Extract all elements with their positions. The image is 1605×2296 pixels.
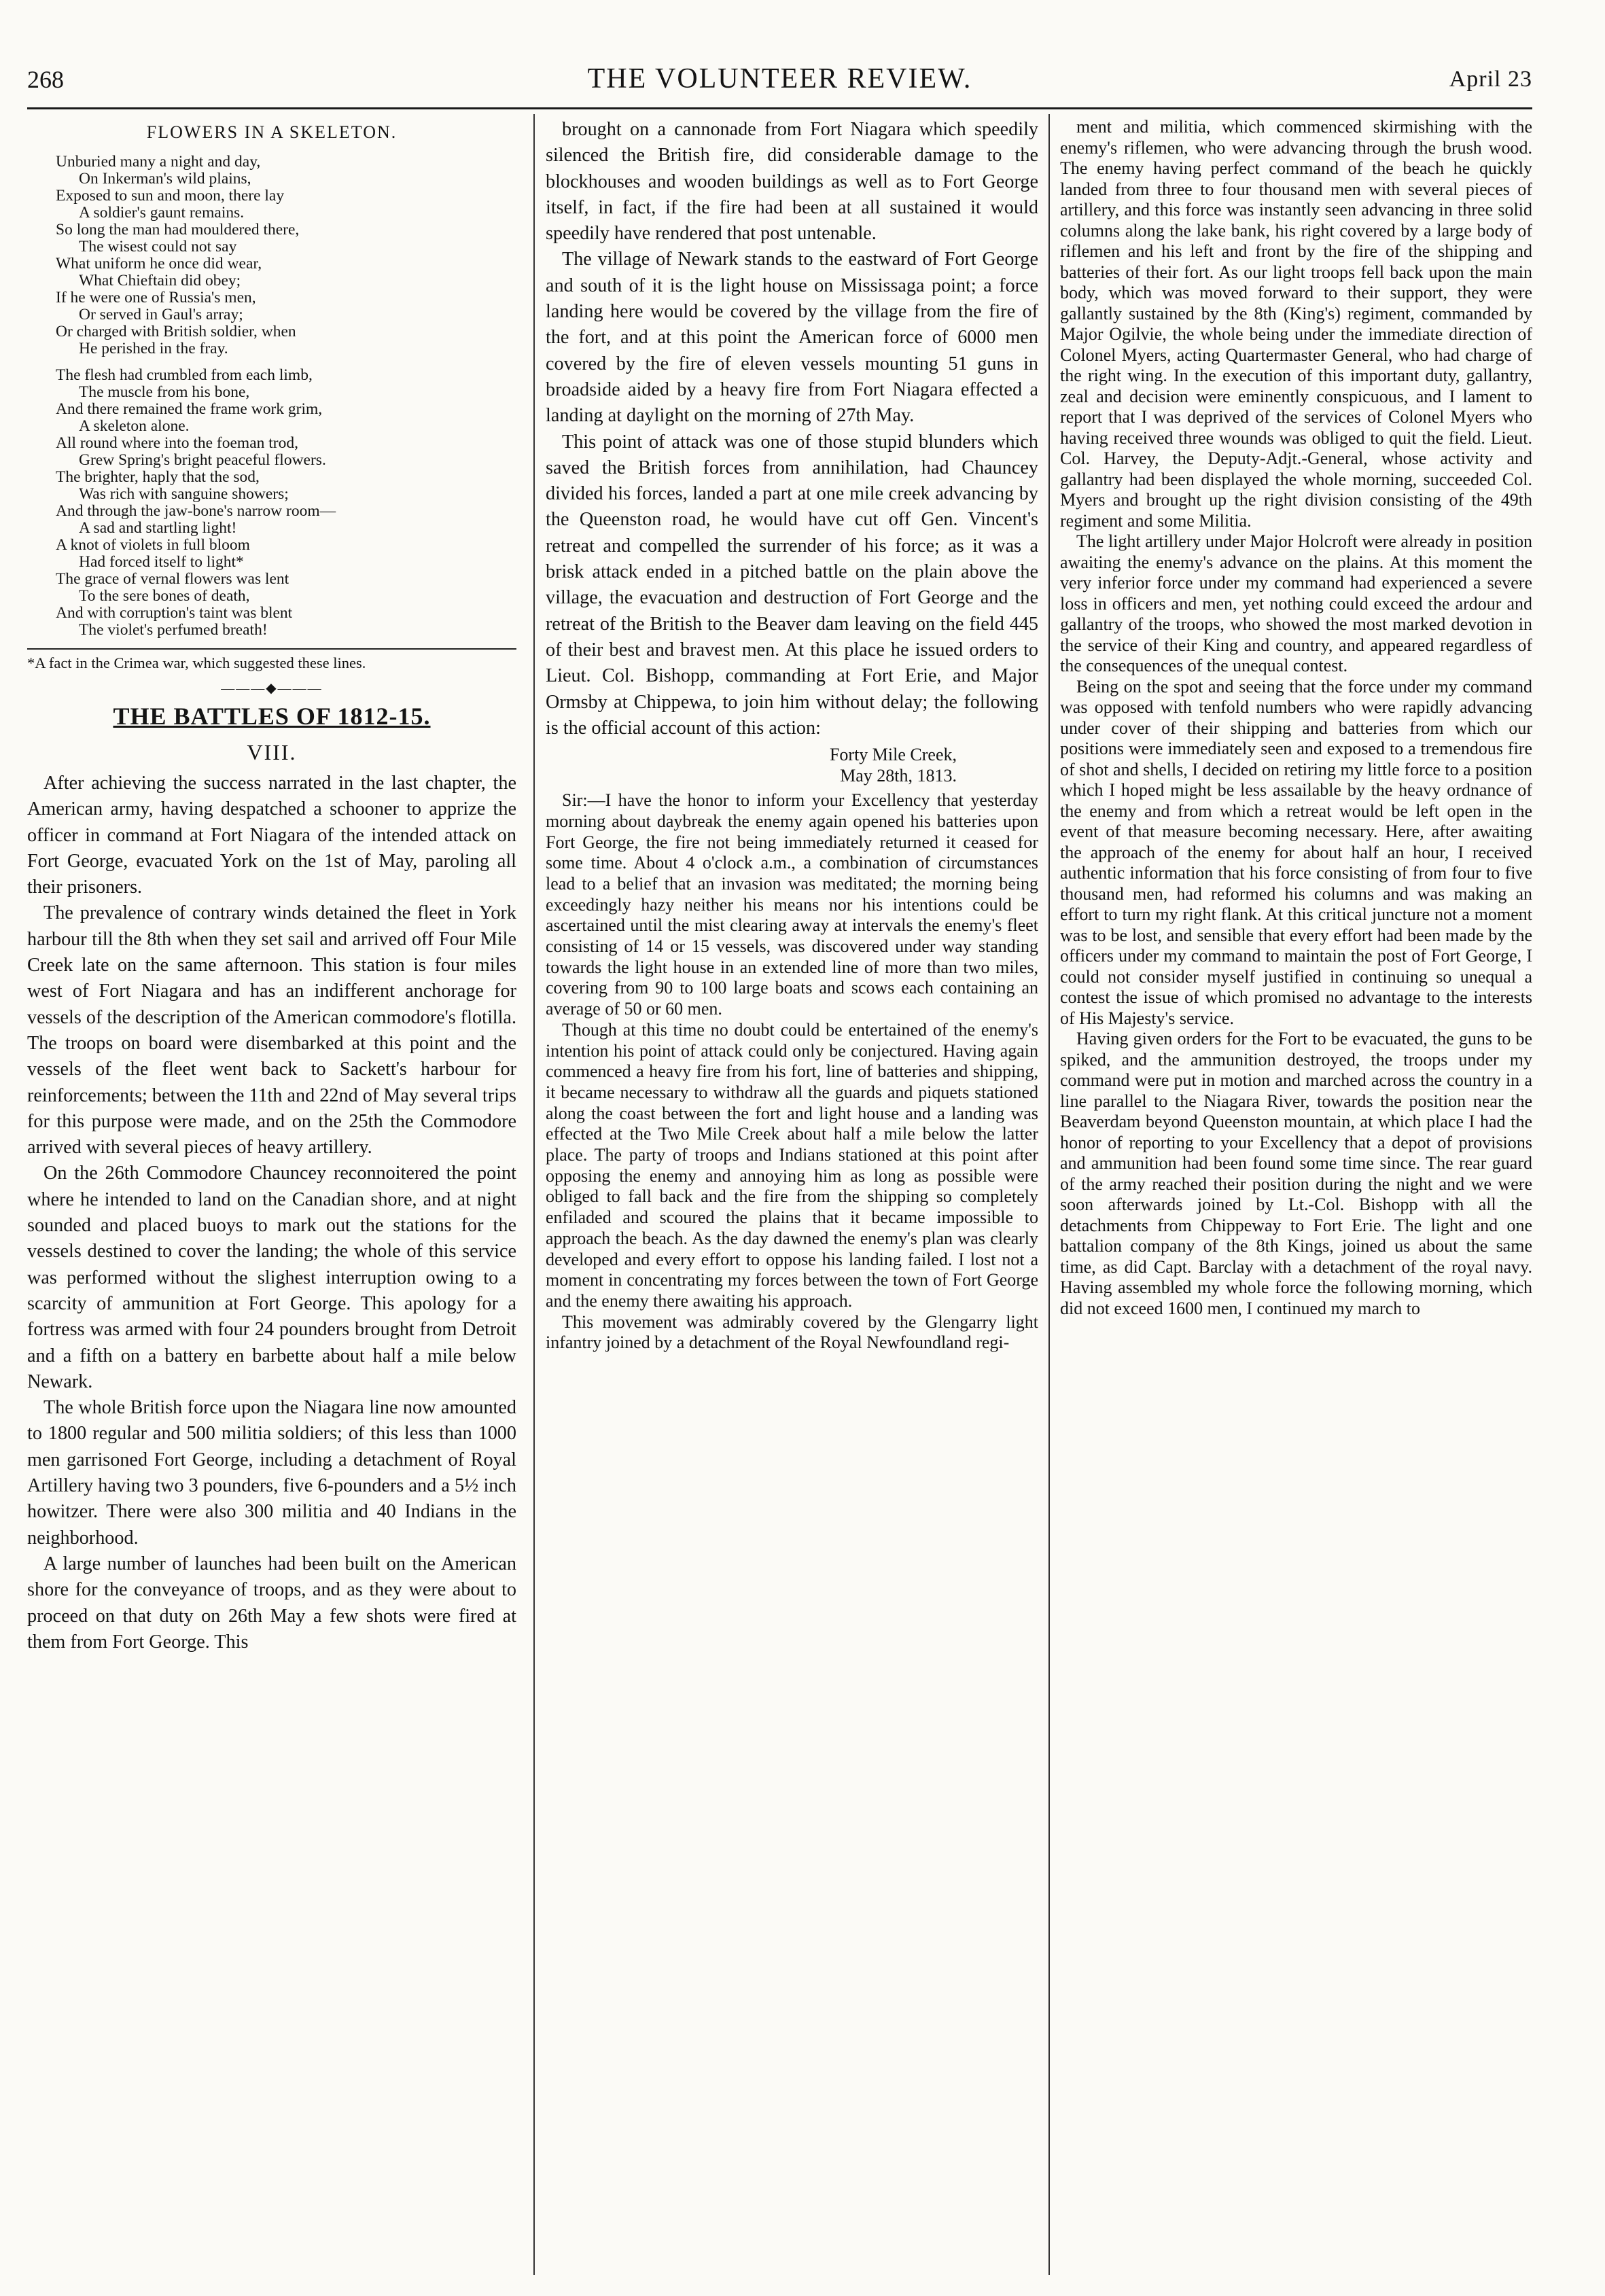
article-section-number: VIII. [247,740,297,764]
section-ornament: ———◆——— [221,681,323,696]
column-3 [1060,117,1532,2271]
column-1 [27,117,516,2271]
header-rule [27,107,1532,109]
article-paragraph: This point of attack was one of those stupid blunders which saved the British forces from annihilation, had Chauncey divided his forces, landed a part at one mile creek advancing by the Queenston road, he would have cut off Gen. Vincent's retreat and compelled the surrender of his force; as it was a brisk attack ended in a pitched battle on the plain above the village, the evacuation and destruction of Fort George and the retreat of the British to the Beaver dam leaving on the field 445 of their best and bravest men. At this place he issued orders to Lieut. Col. Bishopp, commanding at Fort Erie, and Major Ormsby at Chippewa, to join him without delay; the following is the official account of this action: [546,431,1038,739]
poem-body [27,154,516,639]
poem-line: What Chieftain did obey; [79,272,241,289]
poem-line: Or charged with British soldier, when [56,323,296,340]
poem-line: And through the jaw-bone's narrow room— [56,502,336,520]
article-paragraph: After achieving the success narrated in the last chapter, the American army, having despatched a schooner to apprize the officer in command at Fort Niagara of the intended attack on Fort George, evacuated York on the 1st of May, paroling all their prisoners. [27,773,516,898]
poem-stanza [56,154,516,357]
official-letter [546,790,1038,1354]
poem-line: A sad and startling light! [79,519,237,537]
poem-line: And with corruption's taint was blent [56,604,293,622]
poem-line: All round where into the foeman trod, [56,434,298,452]
poem-line: The flesh had crumbled from each limb, [56,366,313,384]
poem-title: FLOWERS IN A SKELETON. [146,122,398,142]
article-paragraph: This movement was admirably covered by the Glengarry light infantry joined by a detachment of the Royal Newfoundland regi- [546,1311,1038,1353]
page-header [27,63,1532,103]
article-paragraph: Having given orders for the Fort to be evacuated, the guns to be spiked, and the ammunition destroyed, the troops under my command were put in motion and marched across the country in a line parallel to the Niagara River, towards the position near the Beaverdam beyond Queenston mountain, at which place I had the honor of reporting to your Excellency that a depot of provisions and ammunition had been found some time since. The rear guard of the army reached their position during the night and we were soon afterwards joined by Lt.-Col. Bishopp with all the detachments from Chippeway to Fort Erie. The light and one battalion company of the 8th Kings, joined us about the same time, as did Capt. Barclay with a detachment of the royal navy. Having assembled my whole force the following morning, which did not exceed 1600 men, I continued my march to [1060,1029,1532,1318]
poem-line: The wisest could not say [79,238,237,255]
poem-line: A skeleton alone. [79,417,190,435]
article-paragraph: Though at this time no doubt could be entertained of the enemy's intention his point of attack could only be conjectured. Having again commenced a heavy fire from his fort, line of batteries and shipping, it became necessary to withdraw all the guards and piquets stationed along the coast between the fort and light house and a landing was effected at the Two Mile Creek about half a mile below the latter place. The party of troops and Indians stationed at this point after opposing the enemy and annoying him as long as possible were obliged to fall back and the fire from the shipping so completely enfiladed and scoured the plains that it became impossible to approach the beach. As the day dawned the enemy's plan was clearly developed and every effort to oppose his landing failed. I lost not a moment in concentrating my forces between the town of Fort George and the enemy there awaiting his approach. [546,1019,1038,1311]
article-paragraph: brought on a cannonade from Fort Niagara which speedily silenced the British fire, did considerable damage to the blockhouses and wooden buildings as well as to Fort George itself, in fact, if the fire had been at all sustained it would speedily have rendered that post untenable. [546,119,1038,245]
article-paragraph: Being on the spot and seeing that the force under my command was opposed with tenfold numbers who were rapidly advancing under cover of their shipping and batteries from which our positions were immediately seen and exposed to a tremendous fire of shot and shells, I decided on retiring my little force to a position which I hoped might be less assailable by the heavy ordnance of the enemy and from which a retreat would be left open in the event of that measure becoming necessary. Here, after awaiting the approach of the enemy for about half an hour, I received authentic information that his force consisting of from four to five thousand men, had reformed his columns and was making an effort to turn my right flank. At this critical juncture not a moment was to be lost, and sensible that every effort had been made by the officers under my command to maintain the post of Fort George, I could not consider myself justified in continuing so unequal a contest the issue of which promised no advantage to the interests of His Majesty's service. [1060,676,1532,1028]
poem-line: A soldier's gaunt remains. [79,204,245,222]
column-divider [1048,114,1050,2275]
article-text-col1 [27,771,516,1655]
poem-line: So long the man had mouldered there, [56,221,300,239]
poem-line: A knot of violets in full bloom [56,536,250,554]
poem-line: The muscle from his bone, [79,383,250,401]
poem-line: If he were one of Russia's men, [56,289,256,306]
poem-line: On Inkerman's wild plains, [79,170,251,188]
article-paragraph: A large number of launches had been built on the American shore for the conveyance of troops, and as they were about to proceed on that duty on 26th May a few shots were fired at them from Fort George. This [27,1553,516,1653]
poem-line: Exposed to sun and moon, there lay [56,187,285,205]
dateline-date: May 28th, 1813. [840,766,957,786]
poem-stanza [56,367,516,639]
poem-line: What uniform he once did wear, [56,255,262,272]
article-paragraph: Sir:—I have the honor to inform your Excellency that yesterday morning about daybreak the enemy again opened his batteries upon Fort George, the fire not being immediately returned it ceased for some time. About 4 o'clock a.m., a combination of circumstances lead to a belief that an invasion was meditated; the morning being exceedingly hazy neither his means nor his intentions could be ascertained until the mist clearing away at intervals the enemy's fleet consisting of 14 or 15 vessels, was discovered under way standing towards the light house in an extended line of more than two miles, covering from 90 to 100 large boats and scows each containing an average of 50 or 60 men. [546,790,1038,1019]
article-paragraph: The whole British force upon the Niagara line now amounted to 1800 regular and 500 militia soldiers; of this less than 1000 men garrisoned Fort George, including a detachment of Royal Artillery having two 3 pounders, five 6-pounders and a 5½ inch howitzer. There were also 300 militia and 40 Indians in the neighborhood. [27,1397,516,1549]
poem-line: He perished in the fray. [79,340,228,357]
column-divider [533,114,535,2275]
article-paragraph: The light artillery under Major Holcroft were already in position awaiting the enemy's advance on the plains. At this moment the very inferior force under my command had experienced a severe loss in officers and men, yet nothing could exceed the ardour and gallantry of the troops, who showed the most marked devotion in the service of their King and country, and appeared regardless of the consequences of the unequal contest. [1060,531,1532,675]
publication-title: THE VOLUNTEER REVIEW. [587,63,972,94]
page-number: 268 [27,66,64,93]
article-paragraph: On the 26th Commodore Chauncey reconnoitered the point where he intended to land on the Canadian shore, and at night sounded and placed buoys to mark out the stations for the vessels destined to cover the landing; the whole of this service was performed without the slighest interruption owing to a scarcity of ammunition at Fort George. This apology for a fortress was armed with four 24 pounders brought from Detroit and a fifth on a battery en barbette about half a mile below Newark. [27,1163,516,1392]
poem-line: Or served in Gaul's array; [79,306,243,323]
poem-line: The grace of vernal flowers was lent [56,570,289,588]
article-text-col3 [1060,117,1532,1319]
article-paragraph: The prevalence of contrary winds detained the fleet in York harbour till the 8th when they set sail and arrived off Four Mile Creek late on the same afternoon. This station is four miles west of Fort Niagara and has an indifferent anchorage for vessels of the description of the American commodore's flotilla. The troops on board were disembarked at this point and the vessels of the fleet went back to Sackett's harbour for reinforcements; between the 11th and 22nd of May several trips for this purpose were made, and on the 25th the Commodore arrived with several pieces of heavy artillery. [27,902,516,1159]
article-paragraph: ment and militia, which commenced skirmishing with the enemy's riflemen, who were advancing through the brush wood. The enemy having perfect command of the beach he quickly landed from three to four thousand men with several pieces of artillery, and this force was instantly seen advancing in three solid columns along the lake bank, his right covered by a large body of riflemen and his left and front by the fire of the shipping and batteries of their fort. As our light troops fell back upon the main body, which was moved forward to their support, they were gallantly sustained by the 8th (King's) regiment, commanded by Major Ogilvie, the whole being under the immediate direction of Colonel Myers, acting Quartermaster General, who had charge of the right wing. In the execution of this important duty, gallantry, zeal and decision were eminently conspicuous, and I lament to report that I was deprived of the services of Colonel Myers who having received three wounds was obliged to quit the field. Lieut. Col. Harvey, the Deputy-Adjt.-General, whose activity and gallantry had been displayed the whole morning, succeeded Col. Myers and brought up the right division consisting of the 49th regiment and some Militia. [1060,117,1532,531]
poem-footnote: *A fact in the Crimea war, which suggested these lines. [27,648,516,671]
poem-line: The violet's perfumed breath! [79,621,268,639]
poem-line: The brighter, haply that the sod, [56,468,260,486]
article-text-col2 [546,117,1038,741]
poem-line: To the sere bones of death, [79,587,250,605]
poem-line: And there remained the frame work grim, [56,400,323,418]
dateline-place: Forty Mile Creek, [829,745,957,765]
poem-line: Unburied many a night and day, [56,153,261,171]
poem-line: Grew Spring's bright peaceful flowers. [79,451,326,469]
article-title: THE BATTLES OF 1812-15. [113,703,431,730]
issue-date: April 23 [1449,67,1532,92]
letter-dateline [546,744,1038,786]
article-paragraph: The village of Newark stands to the eastward of Fort George and south of it is the light house on Mississaga point; a force landing here would be covered by the village from the fire of the fort, and at this point the American force of 6000 men covered by the fire of eleven vessels mounting 51 guns in broadside aided by a heavy fire from Fort Niagara effected a landing at daylight on the morning of 27th May. [546,249,1038,427]
poem-line: Was rich with sanguine showers; [79,485,289,503]
column-2 [546,117,1038,2271]
poem-line: Had forced itself to light* [79,553,244,571]
